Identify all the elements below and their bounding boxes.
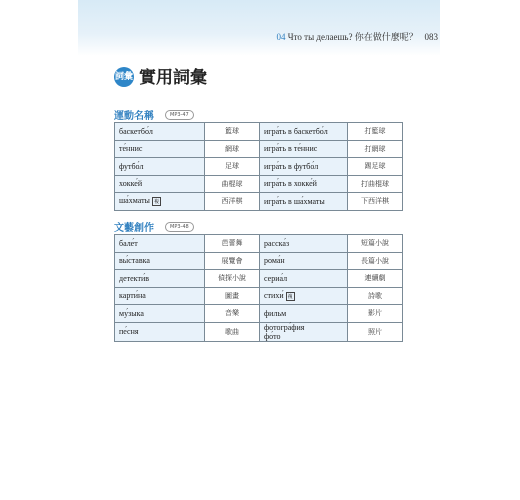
chinese-meaning-text: 網球	[225, 144, 239, 153]
chinese-meaning-text: 長篇小說	[361, 256, 389, 265]
russian-phrase-text: сериа́л	[264, 273, 288, 283]
chinese-meaning-text: 偵探小說	[218, 274, 246, 283]
chinese-meaning-text: 下西洋棋	[361, 197, 389, 206]
chinese-meaning-text: 照片	[368, 327, 382, 336]
russian-word-text: вы́ставка	[119, 256, 150, 266]
russian-word-text: хокке́й	[119, 179, 143, 189]
russian-word	[115, 158, 205, 176]
chinese-meaning	[205, 305, 260, 323]
chinese-meaning	[348, 252, 403, 270]
russian-word-text: футбо́л	[119, 161, 144, 171]
russian-word-text: те́ннис	[119, 144, 143, 154]
table-row	[115, 123, 403, 141]
chinese-meaning	[348, 287, 403, 305]
russian-word	[115, 193, 205, 211]
table-row	[115, 158, 403, 176]
russian-phrase	[260, 252, 348, 270]
chinese-meaning	[348, 158, 403, 176]
russian-phrase	[260, 123, 348, 141]
russian-phrase	[260, 235, 348, 253]
chinese-meaning	[205, 175, 260, 193]
russian-phrase	[260, 193, 348, 211]
table-row	[115, 305, 403, 323]
russian-phrase-text: игра́ть в футбо́л	[264, 161, 319, 171]
russian-phrase-text: фотогра́фия фо́то	[264, 322, 305, 341]
page-title-text: 實用詞彙	[139, 68, 207, 88]
russian-word	[115, 235, 205, 253]
russian-word-text: бале́т	[119, 238, 138, 248]
vocabulary-badge-icon: 詞彙	[114, 67, 134, 87]
chinese-meaning	[348, 175, 403, 193]
arts-vocabulary-table	[114, 234, 403, 342]
russian-phrase	[260, 270, 348, 288]
table-row	[115, 235, 403, 253]
russian-phrase-text: стихи́	[264, 290, 284, 300]
mp3-track-label[interactable]: MP3-48	[165, 222, 194, 232]
chinese-meaning	[348, 322, 403, 341]
chinese-meaning-text: 影片	[368, 309, 382, 318]
chapter-number: 04	[276, 32, 286, 42]
table-row	[115, 193, 403, 211]
chinese-meaning	[205, 252, 260, 270]
russian-phrase-text: игра́ть в те́ннис	[264, 144, 318, 154]
chinese-meaning-text: 音樂	[225, 309, 239, 318]
russian-phrase	[260, 140, 348, 158]
russian-word	[115, 322, 205, 341]
russian-phrase-text: игра́ть в хокке́й	[264, 179, 317, 189]
russian-word-text: карти́на	[119, 291, 146, 301]
chinese-meaning	[205, 140, 260, 158]
header-band	[78, 0, 440, 56]
russian-phrase	[260, 305, 348, 323]
table-row	[115, 140, 403, 158]
russian-phrase-text: фильм	[264, 308, 287, 318]
table-row	[115, 322, 403, 341]
chinese-meaning-text: 足球	[225, 162, 239, 171]
russian-word-text: пе́сня	[119, 327, 139, 336]
russian-word	[115, 270, 205, 288]
chinese-meaning-text: 展覽會	[221, 256, 243, 265]
chinese-meaning	[348, 123, 403, 141]
russian-phrase	[260, 287, 348, 305]
chinese-meaning	[205, 158, 260, 176]
russian-word	[115, 305, 205, 323]
russian-phrase-text: игра́ть в ша́хматы	[264, 196, 325, 206]
russian-phrase-text: игра́ть в баскетбо́л	[264, 126, 328, 136]
russian-word	[115, 175, 205, 193]
chinese-meaning-text: 籃球	[225, 127, 239, 136]
chinese-meaning	[348, 140, 403, 158]
section-title-arts: 文藝創作	[114, 223, 154, 234]
russian-phrase	[260, 322, 348, 341]
chinese-meaning-text: 踢足球	[364, 162, 386, 171]
chapter-title-russian: Что ты делаешь?	[287, 32, 353, 42]
chinese-meaning	[205, 287, 260, 305]
chinese-meaning-text: 詩歌	[368, 291, 382, 300]
russian-word-text: детекти́в	[119, 273, 150, 283]
chinese-meaning	[348, 305, 403, 323]
chinese-meaning	[348, 235, 403, 253]
mp3-track-label[interactable]: MP3-47	[165, 110, 194, 120]
table-row	[115, 252, 403, 270]
chinese-meaning	[348, 193, 403, 211]
plural-tag: 複	[153, 199, 159, 206]
chapter-title-chinese: 你在做什麼呢？	[354, 32, 418, 42]
plural-tag: 複	[287, 293, 293, 300]
chinese-meaning	[205, 270, 260, 288]
russian-word-text: ша́хматы	[119, 196, 150, 206]
chinese-meaning	[348, 270, 403, 288]
chinese-meaning-text: 曲棍球	[221, 179, 243, 188]
chinese-meaning-text: 打曲棍球	[361, 179, 389, 188]
russian-phrase-text: рома́н	[264, 256, 285, 266]
page-number: 083	[424, 32, 438, 42]
russian-phrase	[260, 158, 348, 176]
chinese-meaning	[205, 322, 260, 341]
table-row	[115, 175, 403, 193]
chinese-meaning-text: 圖畫	[225, 291, 239, 300]
chinese-meaning-text: 打網球	[364, 144, 386, 153]
chinese-meaning-text: 歌曲	[225, 327, 239, 336]
chinese-meaning-text: 芭蕾舞	[221, 239, 243, 248]
table-row	[115, 270, 403, 288]
russian-word	[115, 123, 205, 141]
russian-phrase-text: расска́з	[264, 238, 290, 248]
section-title-sports: 運動名稱	[114, 111, 154, 122]
russian-phrase	[260, 175, 348, 193]
russian-word-text: баскетбо́л	[119, 126, 153, 136]
russian-word-text: му́зыка	[119, 308, 144, 318]
chinese-meaning	[205, 123, 260, 141]
russian-word	[115, 252, 205, 270]
sports-vocabulary-table	[114, 122, 403, 211]
russian-word	[115, 140, 205, 158]
chinese-meaning	[205, 193, 260, 211]
running-header	[277, 30, 439, 43]
russian-word	[115, 287, 205, 305]
chinese-meaning-text: 西洋棋	[221, 197, 243, 206]
chinese-meaning	[205, 235, 260, 253]
chinese-meaning-text: 短篇小說	[361, 239, 389, 248]
table-row	[115, 287, 403, 305]
chinese-meaning-text: 打籃球	[364, 127, 386, 136]
chinese-meaning-text: 連續劇	[364, 274, 386, 283]
